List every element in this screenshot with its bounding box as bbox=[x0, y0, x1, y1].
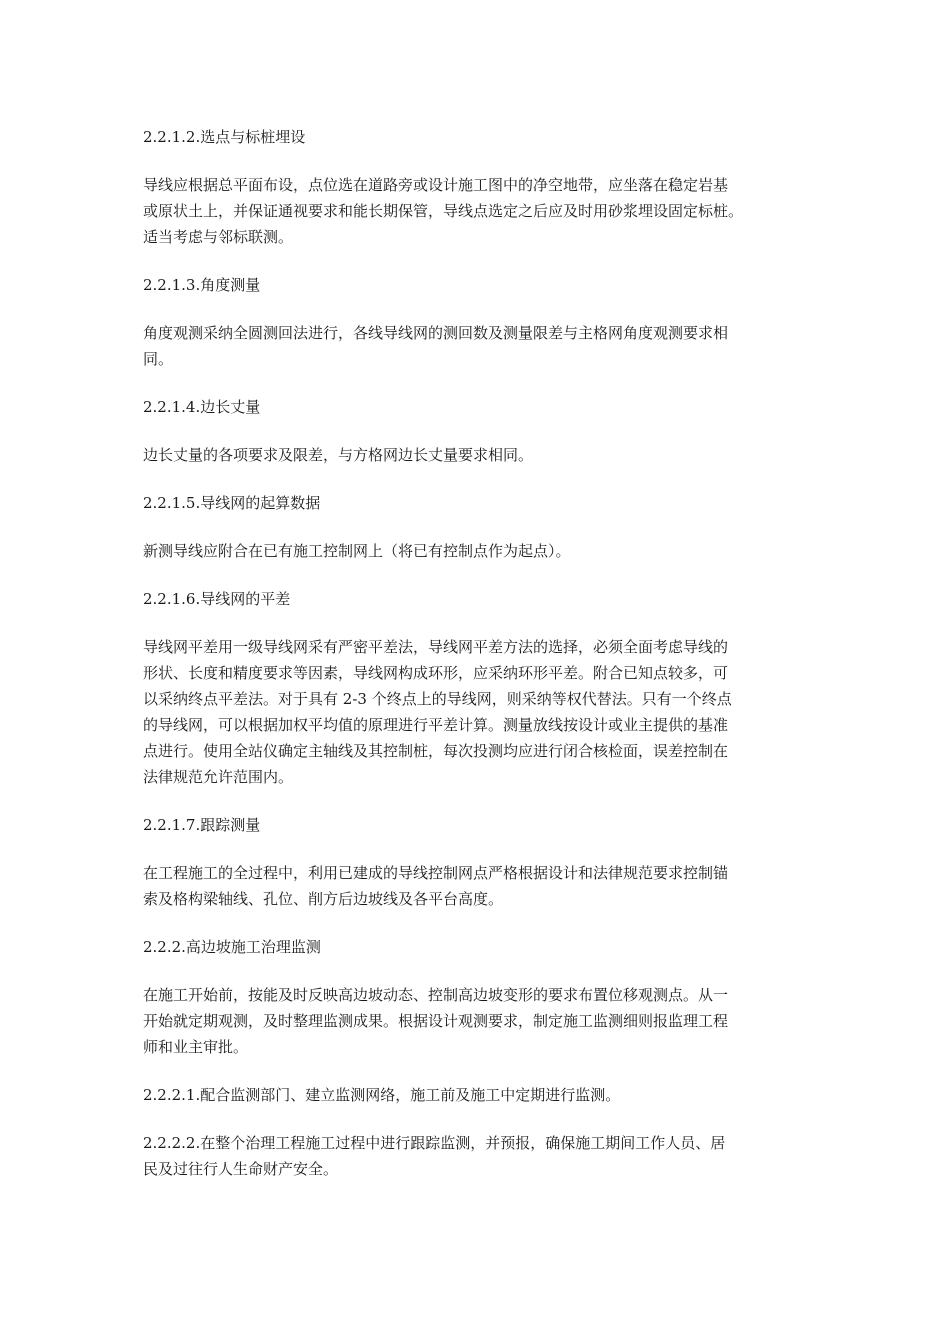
paragraph-starting-data: 新测导线应附合在已有施工控制网上（将已有控制点作为起点）。 bbox=[143, 542, 571, 560]
section-heading-2-2-1-3: 2.2.1.3.角度测量 bbox=[143, 276, 261, 294]
paragraph-point-selection: 导线应根据总平面布设，点位选在道路旁或设计施工图中的净空地带，应坐落在稳定岩基 或原状土上，并保证通视要求和能长期保管，导线点选定之后应及时用砂浆埋设固定标桩。 适当考虑与邻标联测。 bbox=[143, 176, 744, 246]
section-heading-2-2-1-2: 2.2.1.2.选点与标桩埋设 bbox=[143, 128, 306, 146]
paragraph-monitoring: 在施工开始前，按能及时反映高边坡动态、控制高边坡变形的要求布置位移观测点。从一 开始就定期观测，及时整理监测成果。根据设计观测要求，制定施工监测细则报监理工程 师和业主审批。 bbox=[143, 986, 729, 1056]
section-heading-2-2-1-7: 2.2.1.7.跟踪测量 bbox=[143, 816, 261, 834]
section-heading-2-2-2: 2.2.2.高边坡施工治理监测 bbox=[143, 938, 321, 956]
paragraph-2-2-2-1: 2.2.2.1.配合监测部门、建立监测网络，施工前及施工中定期进行监测。 bbox=[143, 1086, 621, 1104]
paragraph-tracking: 在工程施工的全过程中，利用已建成的导线控制网点严格根据设计和法律规范要求控制锚 索及格构梁轴线、孔位、削方后边坡线及各平台高度。 bbox=[143, 864, 729, 908]
document-page bbox=[143, 124, 808, 1204]
paragraph-2-2-2-2: 2.2.2.2.在整个治理工程施工过程中进行跟踪监测，并预报，确保施工期间工作人员、居 民及过往行人生命财产安全。 bbox=[143, 1134, 726, 1178]
paragraph-angle-measurement: 角度观测采纳全圆测回法进行，各线导线网的测回数及测量限差与主格网角度观测要求相 同。 bbox=[143, 324, 729, 368]
section-heading-2-2-1-5: 2.2.1.5.导线网的起算数据 bbox=[143, 494, 321, 512]
section-heading-2-2-1-4: 2.2.1.4.边长丈量 bbox=[143, 398, 261, 416]
paragraph-side-length: 边长丈量的各项要求及限差，与方格网边长丈量要求相同。 bbox=[143, 446, 534, 464]
paragraph-adjustment: 导线网平差用一级导线网采有严密平差法，导线网平差方法的选择，必须全面考虑导线的 形状、长度和精度要求等因素，导线网构成环形，应采纳环形平差。附合已知点较多，可 以采纳终点平差法。对于具有 2-3 个终点上的导线网，则采纳等权代替法。只有一个终点 的导线网，可以根据加权平均值的原理进行平差计算。测量放线按设计或业主提供的基准 点进行。使用全站仪确定主轴线及其控制桩，每次投测均应进行闭合核检面，误差控制在 法律规范允许范围内。 bbox=[143, 638, 732, 786]
section-heading-2-2-1-6: 2.2.1.6.导线网的平差 bbox=[143, 590, 291, 608]
